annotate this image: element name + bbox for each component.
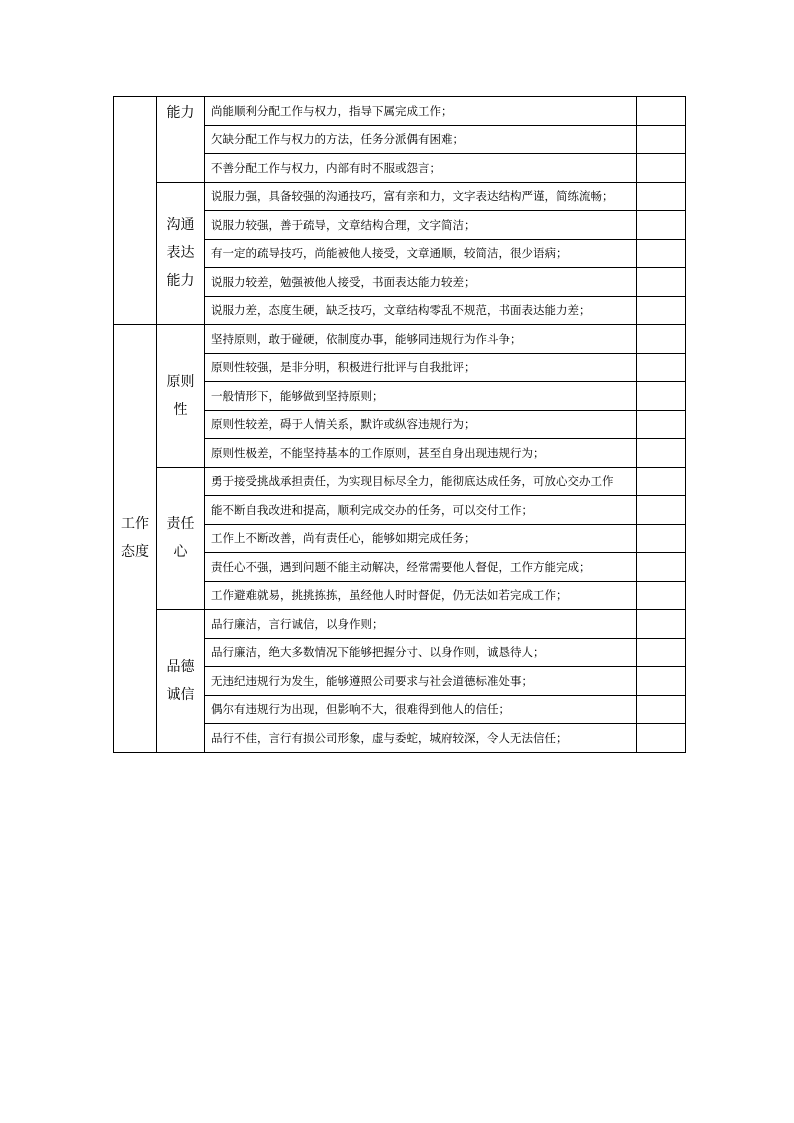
criteria-description: 说服力较差，勉强被他人接受，书面表达能力较差； (205, 268, 637, 297)
subcategory-label-line: 责任 (166, 516, 195, 533)
subcategory-label (167, 211, 195, 295)
score-cell[interactable] (637, 581, 686, 610)
criteria-description: 一般情形下，能够做到坚持原则； (205, 382, 637, 411)
subcategory-label-line: 能力 (166, 105, 195, 121)
score-cell[interactable] (637, 268, 686, 297)
score-cell[interactable] (637, 125, 686, 154)
score-cell[interactable] (637, 610, 686, 639)
score-cell[interactable] (637, 410, 686, 439)
score-cell[interactable] (637, 724, 686, 753)
score-cell[interactable] (637, 524, 686, 553)
score-cell[interactable] (637, 553, 686, 582)
subcategory-cell (157, 325, 205, 468)
score-cell[interactable] (637, 325, 686, 354)
category-label-line: 工作 (121, 516, 149, 533)
criteria-description: 有一定的疏导技巧，尚能被他人接受，文章通顺，较简洁，很少语病； (205, 239, 637, 268)
subcategory-cell (157, 610, 205, 753)
evaluation-table-body (114, 97, 686, 753)
criteria-description: 原则性极差，不能坚持基本的工作原则，甚至自身出现违规行为； (205, 439, 637, 468)
score-cell[interactable] (637, 182, 686, 211)
criteria-description: 坚持原则，敢于碰硬，依制度办事，能够同违规行为作斗争； (205, 325, 637, 354)
subcategory-label-line: 沟通 (166, 217, 195, 234)
subcategory-label (167, 97, 195, 127)
subcategory-label-line: 诚信 (166, 686, 195, 703)
subcategory-cell (157, 467, 205, 610)
criteria-description: 工作上不断改善，尚有责任心，能够如期完成任务； (205, 524, 637, 553)
table-row (114, 182, 686, 211)
criteria-description: 原则性较强，是非分明，积极进行批评与自我批评； (205, 353, 637, 382)
subcategory-cell (157, 97, 205, 183)
score-cell[interactable] (637, 695, 686, 724)
subcategory-label-line: 品德 (166, 658, 195, 675)
criteria-description: 无违纪违规行为发生，能够遵照公司要求与社会道德标准处事； (205, 667, 637, 696)
criteria-description: 品行廉洁，言行诚信，以身作则； (205, 610, 637, 639)
criteria-description: 品行廉洁，绝大多数情况下能够把握分寸、以身作则，诚恳待人； (205, 638, 637, 667)
criteria-description: 责任心不强，遇到问题不能主动解决，经常需要他人督促，工作方能完成； (205, 553, 637, 582)
criteria-description: 原则性较差，碍于人情关系，默许或纵容违规行为； (205, 410, 637, 439)
subcategory-label-line: 性 (173, 401, 188, 418)
criteria-description: 欠缺分配工作与权力的方法，任务分派偶有困难； (205, 125, 637, 154)
table-row (114, 467, 686, 496)
criteria-description: 偶尔有违规行为出现，但影响不大，很难得到他人的信任； (205, 695, 637, 724)
score-cell[interactable] (637, 667, 686, 696)
subcategory-label-line: 原则 (166, 373, 195, 390)
score-cell[interactable] (637, 239, 686, 268)
criteria-description: 品行不佳，言行有损公司形象，虚与委蛇，城府较深，令人无法信任； (205, 724, 637, 753)
category-label (121, 510, 149, 566)
score-cell[interactable] (637, 467, 686, 496)
subcategory-label (167, 653, 195, 709)
score-cell[interactable] (637, 638, 686, 667)
criteria-description: 工作避难就易，挑挑拣拣，虽经他人时时督促，仍无法如若完成工作； (205, 581, 637, 610)
subcategory-label-line: 表达 (166, 245, 195, 262)
score-cell[interactable] (637, 154, 686, 183)
score-cell[interactable] (637, 382, 686, 411)
score-cell[interactable] (637, 439, 686, 468)
criteria-description: 说服力差，态度生硬，缺乏技巧，文章结构零乱不规范，书面表达能力差； (205, 296, 637, 325)
category-cell (114, 325, 157, 753)
criteria-description: 说服力强，具备较强的沟通技巧，富有亲和力，文字表达结构严谨，简练流畅； (205, 182, 637, 211)
subcategory-label (167, 368, 195, 424)
score-cell[interactable] (637, 496, 686, 525)
table-row (114, 97, 686, 126)
subcategory-label (167, 510, 195, 566)
criteria-description: 说服力较强，善于疏导，文章结构合理，文字简洁； (205, 211, 637, 240)
category-label-line: 态度 (121, 544, 149, 561)
criteria-description: 能不断自我改进和提高，顺利完成交办的任务，可以交付工作； (205, 496, 637, 525)
subcategory-label-line: 心 (173, 544, 188, 561)
score-cell[interactable] (637, 97, 686, 126)
subcategory-cell (157, 182, 205, 325)
score-cell[interactable] (637, 296, 686, 325)
score-cell[interactable] (637, 353, 686, 382)
evaluation-table (113, 96, 686, 753)
category-cell (114, 97, 157, 325)
criteria-description: 勇于接受挑战承担责任，为实现目标尽全力，能彻底达成任务，可放心交办工作 (205, 467, 637, 496)
score-cell[interactable] (637, 211, 686, 240)
table-row (114, 610, 686, 639)
subcategory-label-line: 能力 (166, 273, 195, 290)
criteria-description: 尚能顺利分配工作与权力，指导下属完成工作； (205, 97, 637, 126)
criteria-description: 不善分配工作与权力，内部有时不服或怨言； (205, 154, 637, 183)
table-row (114, 325, 686, 354)
